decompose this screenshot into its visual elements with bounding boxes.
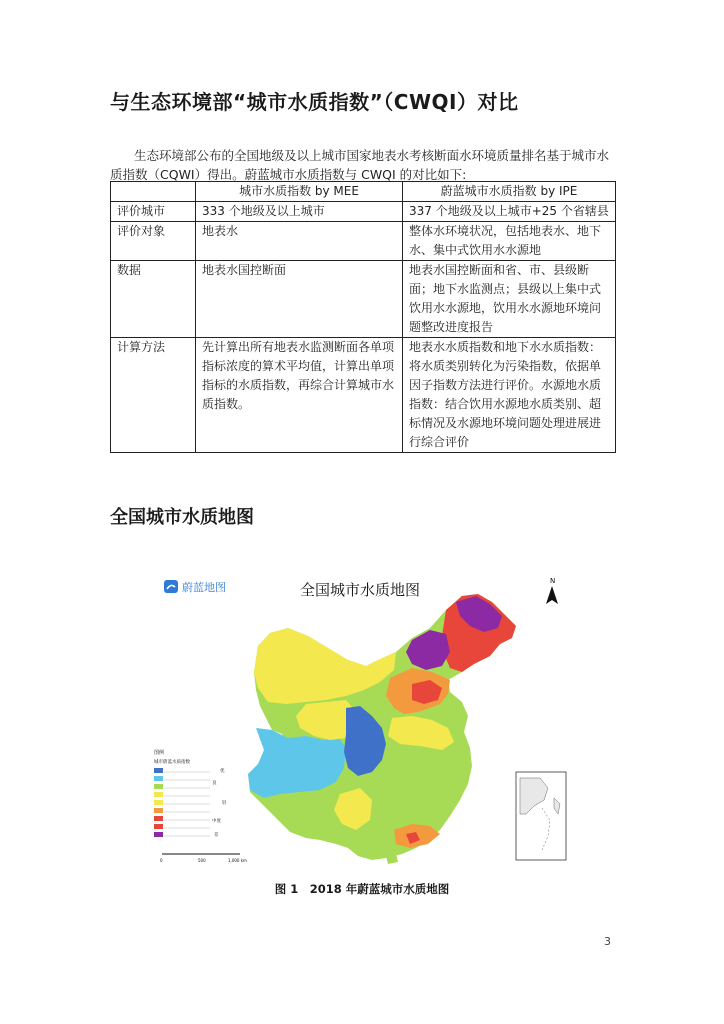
table-header-row xyxy=(111,182,616,202)
table-cell: 评价城市 xyxy=(111,202,196,222)
table-row xyxy=(111,261,616,338)
logo-text: 蔚蓝地图 xyxy=(182,581,226,594)
legend-swatch xyxy=(154,800,163,805)
section-heading: 全国城市水质地图 xyxy=(110,507,254,528)
legend-swatch xyxy=(154,816,163,821)
legend-swatch xyxy=(154,808,163,813)
table-row xyxy=(111,222,616,261)
table-cell: 先计算出所有地表水监测断面各单项指标浓度的算术平均值，计算出单项指标的水质指数，再综合计算城市水质指数。 xyxy=(196,338,403,453)
legend-swatch xyxy=(154,768,163,773)
table-cell: 333 个地级及以上城市 xyxy=(196,202,403,222)
figure-caption: 图 1 2018 年蔚蓝城市水质地图 xyxy=(274,882,450,896)
table-header-cell: 城市水质指数 by MEE xyxy=(196,182,403,202)
intro-text: 生态环境部公布的全国地级及以上城市国家地表水考核断面水环境质量排名基于城市水质指数（CQWI）得出。蔚蓝城市水质指数与 CWQI 的对比如下: xyxy=(110,148,610,182)
table-cell: 地表水 xyxy=(196,222,403,261)
scale-label: 0 xyxy=(160,858,163,863)
table-cell: 337 个地级及以上城市+25 个省辖县 xyxy=(403,202,616,222)
table-row xyxy=(111,338,616,453)
legend-swatch xyxy=(154,784,163,789)
table-cell: 计算方法 xyxy=(111,338,196,453)
legend-label: 优 xyxy=(220,769,225,774)
legend-label: 中度 xyxy=(212,819,221,824)
china-map xyxy=(150,568,582,873)
legend-swatch xyxy=(154,824,163,829)
logo-icon xyxy=(164,580,178,593)
table-header-cell xyxy=(111,182,196,202)
legend-swatch xyxy=(154,832,163,837)
legend-subtitle: 城市蔚蓝水质指数 xyxy=(154,760,190,765)
legend-label: 差 xyxy=(214,833,219,838)
legend-swatch xyxy=(154,792,163,797)
scale-label: 500 xyxy=(198,858,206,863)
legend-swatch xyxy=(154,776,163,781)
north-label: N xyxy=(550,577,556,585)
map-title: 全国城市水质地图 xyxy=(300,581,421,599)
page-number: 3 xyxy=(604,935,611,948)
page-title: 与生态环境部“城市水质指数”（CWQI）对比 xyxy=(110,90,519,114)
table-cell: 数据 xyxy=(111,261,196,338)
table-row xyxy=(111,202,616,222)
legend-label: 良 xyxy=(212,781,217,786)
table-cell: 地表水国控断面和省、市、县级断面；地下水监测点；县级以上集中式饮用水水源地，饮用水水源地环境问题整改进度报告 xyxy=(403,261,616,338)
table-cell: 评价对象 xyxy=(111,222,196,261)
table-header-cell: 蔚蓝城市水质指数 by IPE xyxy=(403,182,616,202)
comparison-table xyxy=(110,181,616,453)
south-china-sea-inset xyxy=(516,772,566,860)
legend-title: 图例 xyxy=(154,750,165,756)
intro-paragraph xyxy=(110,146,616,184)
table-cell: 地表水国控断面 xyxy=(196,261,403,338)
table-cell: 整体水环境状况，包括地表水、地下水、集中式饮用水水源地 xyxy=(403,222,616,261)
scale-label: 1,000 km xyxy=(228,858,247,863)
table-cell: 地表水水质指数和地下水水质指数：将水质类别转化为污染指数，依据单因子指数方法进行评价。水源地水质指数：结合饮用水源地水质类别、超标情况及水源地环境问题处理进展进行综合评价 xyxy=(403,338,616,453)
water-quality-map-figure xyxy=(150,568,582,873)
legend-label: 轻 xyxy=(222,801,227,806)
